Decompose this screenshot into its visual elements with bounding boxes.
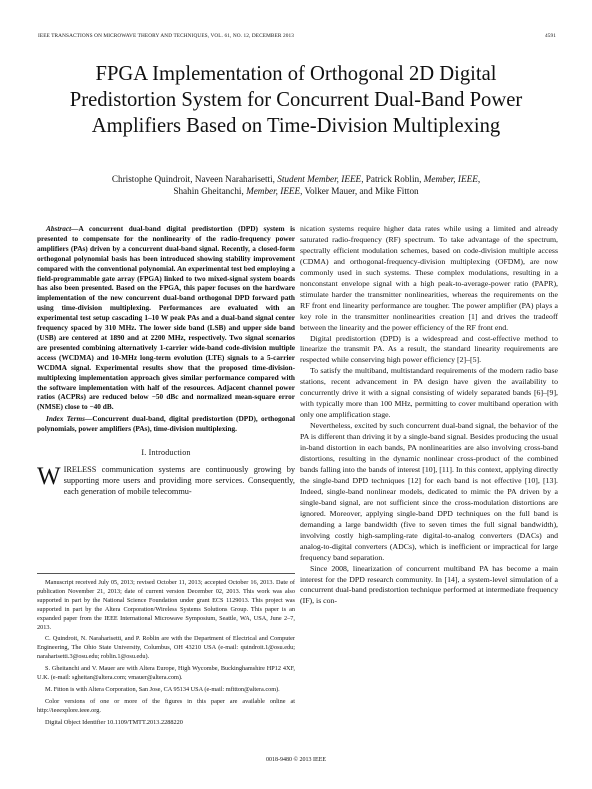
- page-number: 4591: [545, 33, 556, 39]
- intro-text: IRELESS communication systems are continuously growing by supporting more users and providing more services. Consequently, each generation of mobile telecommu-: [63, 465, 295, 497]
- author-line-2: [70, 185, 522, 197]
- body-paragraph: Nevertheless, excited by such concurrent dual-band signal, the behavior of the PA is different than driving it by a single-band signal. Besides producing the usual in-band distortion in each bands, PA nonlinearities are also involving cross-band distortions, resulting in the dynamic nonlinear cross-product of the combined bands falling into the bands of interest [10], [11]. In this context, applying directly the single-band DPD techniques [12] for each band is not effective [10], [13]. Indeed, single-band nonlinear models, dedicated to mimic the PA driven by a single-band signal, are not sufficient since the cross-modulation distortions are ignored. Moreover, applying single-band DPD techniques on the full band is demanding a large bandwidth (five to seven times the full signal bandwidth), involving costly high-sampling-rate digital-to-analog converters (DACs) and analog-to-digital converters (ADCs), which is inefficient or impractical for large frequency band separation.: [300, 421, 558, 562]
- body-paragraph: Digital predistortion (DPD) is a widespread and cost-effective method to linearize the transmit PA. As a result, the standard linearity requirements are respected while conserving high power efficiency [2]–[5].: [300, 333, 558, 365]
- body-paragraph: Since 2008, linearization of concurrent multiband PA has become a main interest for the DPD research community. In [14], a system-level simulation of a concurrent dual-band predistortion technique performed at intermediate frequency (IF), is con-: [300, 563, 558, 606]
- author-separator: ,: [477, 174, 481, 184]
- author-names: , Patrick Roblin,: [361, 174, 424, 184]
- section-heading: I. Introduction: [141, 448, 191, 458]
- footnote-doi: Digital Object Identifier 10.1109/TMTT.2013.2288220: [45, 718, 183, 726]
- author-names: Christophe Quindroit, Naveen Naraharisetti,: [111, 174, 278, 184]
- footnotes: [37, 573, 295, 728]
- index-terms-label: Index Terms: [46, 414, 86, 424]
- abstract-label: Abstract: [46, 224, 72, 233]
- left-column: [37, 224, 295, 498]
- author-line-1: [70, 173, 522, 185]
- index-terms-text: —Concurrent dual-band, digital predistortion (DPD), orthogonal polynomials, power amplifiers (PAs), time-division multiplexing.: [37, 414, 296, 434]
- footnote-affiliation-altera-europe: S. Gheitanchi and V. Mauer are with Altera Europe, High Wycombe, Buckinghamshire HP12 4XF, U.K. (e-mail: sgheitan@altera.com; vmauer@altera.com).: [37, 665, 295, 682]
- footnote-color-versions: Color versions of one or more of the figures in this paper are available online at http://ieeexplore.ieee.org.: [37, 697, 295, 714]
- author-membership: Member, IEEE: [246, 186, 301, 196]
- author-membership: Student Member, IEEE: [277, 174, 362, 184]
- footnote-manuscript: Manuscript received July 05, 2013; revised October 11, 2013; accepted October 16, 2013. Date of publication November 21, 2013; date of current version December 02, 2013. This work was also supported in part by the National Science Foundation under grant ECS 1129013. This project was supported in part by the Altera Corporation/Wireless Systems Solutions Group. This paper is an expanded paper from the IEEE International Microwave Symposium, Seattle, WA, USA, June 2–7, 2013.: [37, 579, 295, 631]
- copyright-footer: 0018-9480 © 2013 IEEE: [265, 757, 327, 763]
- index-terms: [37, 414, 295, 434]
- author-names: Shahin Gheitanchi,: [173, 186, 247, 196]
- abstract-text: —A concurrent dual-band digital predistortion (DPD) system is presented to compensate for the nonlinearity of the radio-frequency power amplifiers (PAs) driven by a concurrent dual-band signal. Recently, a closed-form orthogonal polynomial basis has been introduced showing stability improvement compared with the conventional polynomial. An experimental test bed employing a field-programmable gate array (FPGA) linked to two mixed-signal system boards has also been presented. Based on the FPGA, this paper focuses on the hardware implementation of the new concurrent dual-band orthogonal DPD forward path using time-division multiplexing. Performances are evaluated with an experimental test setup cascading 1–10 W peak PAs and a dual-band signal center frequency spaced by 310 MHz. The lower side band (LSB) and upper side band (USB) are centered at 1890 and at 2200 MHz, respectively. Two signal scenarios are presented combining alternatively 1-carrier wide-band code-division multiple access (WCDMA) and 10-MHz long-term evolution (LTE) signals to a 5-carrier WCDMA signal. Experimental results show that the proposed time-division-multiplexing implementation approach gives similar performance compared with the software implementation with half of the resources. Adjacent channel power ratios (ACPRs) are reduced below −50 dBc and normalized mean-square error (NMSE) close to −40 dB.: [37, 224, 295, 412]
- body-paragraph: nication systems require higher data rates while using a limited and already saturated radio-frequency (RF) spectrum. To take advantage of the spectrum, spectrally efficient modulation schemes, based on code-division multiple access (CDMA) and orthogonal-frequency-division multiplexing (OFDM), are now commonly used in such systems. These complex modulations, resulting in a nonconstant envelope signal with a high peak-to-average-power ratio (PAPR), stimulate harder the transmitter nonlinearities, whereas the requirements on the RF front end linearity performance are tougher. The power amplifier (PA) plays a key role in the transmitter nonlinearities creation [1] and drives the tradeoff between the linearity and the power efficiency of the RF front end.: [300, 224, 558, 332]
- running-header: [38, 33, 556, 42]
- footnote-affiliation-altera-corp: M. Fitton is with Altera Corporation, San Jose, CA 95134 USA (e-mail: mfitton@altera.com).: [45, 685, 280, 693]
- drop-cap: W: [37, 463, 61, 491]
- footnote-divider: [37, 573, 295, 574]
- intro-paragraph: [37, 465, 295, 498]
- body-paragraph: To satisfy the multiband, multistandard requirements of the modern radio base stations, recent advancement in PA design have given the availability to concurrently drive it with a signal consisting of widely separated bands [6]–[9], with typically more than 100 MHz, permitting to cover multiband operation with only one amplification stage.: [300, 366, 558, 420]
- author-membership: Member, IEEE: [423, 174, 478, 184]
- paper-title: FPGA Implementation of Orthogonal 2D Digital Predistortion System for Concurrent Dual-Band Power Amplifiers Based on Time-Division Multiplexing: [69, 63, 523, 137]
- author-names: , Volker Mauer, and Mike Fitton: [300, 186, 419, 196]
- footnote-affiliation-osu: C. Quindroit, N. Naraharisetti, and P. Roblin are with the Department of Electrical and Computer Engineering, The Ohio State University, Columbus, OH 43210 USA (e-mail: quindroit.1@osu.edu; naraharisetti.3@osu.edu; roblin.1@osu.edu).: [37, 635, 295, 661]
- abstract: [37, 224, 295, 412]
- right-column: [300, 224, 558, 607]
- author-list: [70, 173, 522, 197]
- journal-name: IEEE TRANSACTIONS ON MICROWAVE THEORY AND TECHNIQUES, VOL. 61, NO. 12, DECEMBER 2013: [38, 33, 294, 39]
